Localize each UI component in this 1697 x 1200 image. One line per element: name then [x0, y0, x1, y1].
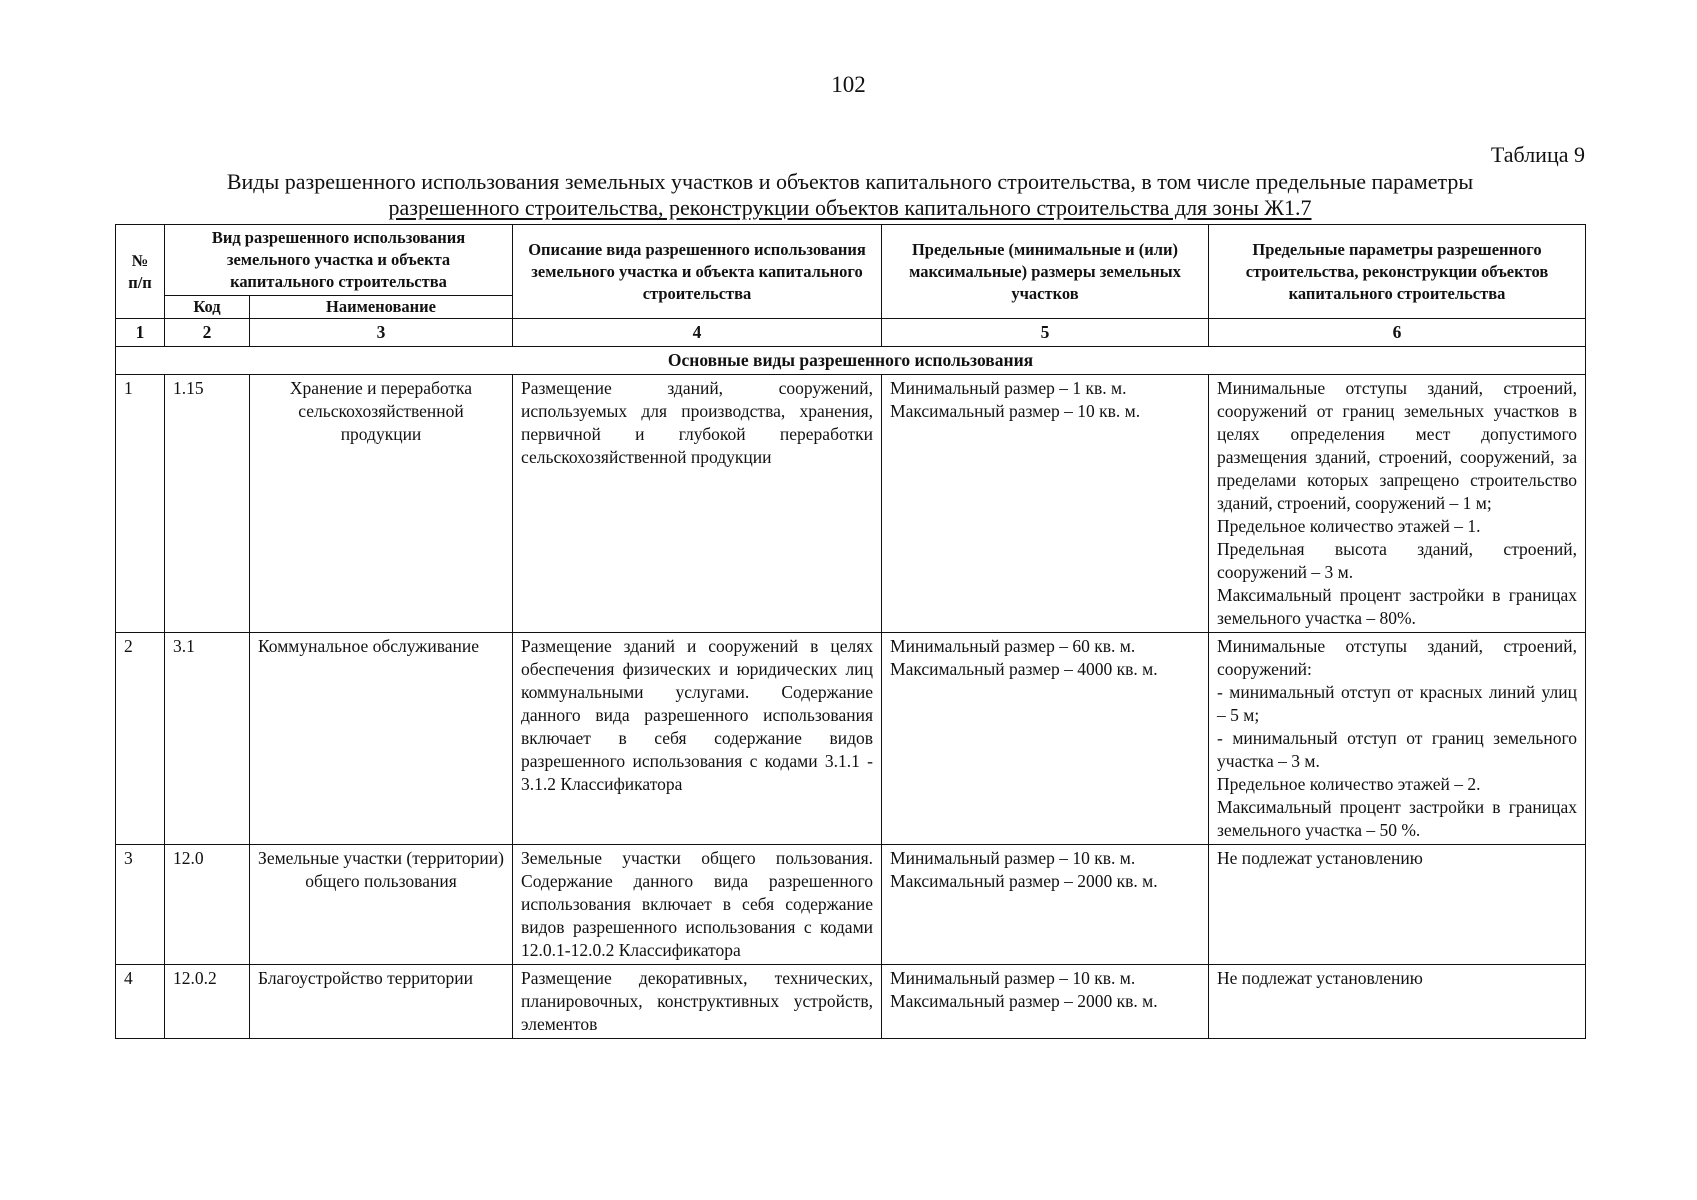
param-item: Максимальный процент застройки в границах земельного участка – 80%. — [1217, 585, 1578, 628]
param-item: Предельное количество этажей – 1. — [1217, 516, 1481, 536]
row-name: Благоустройство территории — [250, 965, 513, 1039]
table-row — [116, 965, 1586, 1039]
size-max: Максимальный размер – 2000 кв. м. — [890, 871, 1158, 891]
table-title-line-1: Виды разрешенного использования земельных участков и объектов капитального строительства, в том числе предельные параметры — [226, 169, 1474, 194]
row-code: 12.0 — [165, 845, 250, 965]
land-use-table — [115, 224, 1586, 1039]
column-number: 6 — [1209, 319, 1586, 347]
table-row — [116, 375, 1586, 633]
header-vid: Вид разрешенного использования земельного участка и объекта капитального строительства — [165, 225, 513, 296]
size-max: Максимальный размер – 2000 кв. м. — [890, 991, 1158, 1011]
header-name: Наименование — [250, 296, 513, 319]
column-number: 2 — [165, 319, 250, 347]
param-item: Максимальный процент застройки в границах земельного участка – 50 %. — [1217, 797, 1578, 840]
table-row — [116, 633, 1586, 845]
column-numbers-row — [116, 319, 1586, 347]
header-params: Предельные параметры разрешенного строительства, реконструкции объектов капитального строительства — [1209, 225, 1586, 319]
row-number: 3 — [116, 845, 165, 965]
column-number: 5 — [882, 319, 1209, 347]
row-number: 1 — [116, 375, 165, 633]
row-params — [1209, 633, 1586, 845]
header-num: № п/п — [116, 225, 165, 319]
row-code: 3.1 — [165, 633, 250, 845]
size-max: Максимальный размер – 10 кв. м. — [890, 401, 1141, 421]
row-name: Коммунальное обслуживание — [250, 633, 513, 845]
row-description: Размещение декоративных, технических, планировочных, конструктивных устройств, элементов — [513, 965, 882, 1039]
size-min: Минимальный размер – 1 кв. м. — [890, 378, 1127, 398]
row-size — [882, 845, 1209, 965]
table-title-line-2: разрешенного строительства, реконструкции объектов капитального строительства для зоны Ж1.7 — [388, 195, 1312, 220]
size-min: Минимальный размер – 60 кв. м. — [890, 636, 1136, 656]
param-item: Не подлежат установлению — [1217, 968, 1423, 988]
column-number: 3 — [250, 319, 513, 347]
size-max: Максимальный размер – 4000 кв. м. — [890, 659, 1158, 679]
header-size: Предельные (минимальные и (или) максимальные) размеры земельных участков — [882, 225, 1209, 319]
row-params — [1209, 375, 1586, 633]
param-item: Минимальные отступы зданий, строений, сооружений: — [1217, 636, 1578, 679]
column-number: 1 — [116, 319, 165, 347]
size-min: Минимальный размер – 10 кв. м. — [890, 968, 1136, 988]
row-size — [882, 965, 1209, 1039]
row-size — [882, 375, 1209, 633]
row-number: 4 — [116, 965, 165, 1039]
header-code: Код — [165, 296, 250, 319]
row-name: Земельные участки (территории) общего пользования — [250, 845, 513, 965]
section-row — [116, 347, 1586, 375]
param-item: Минимальные отступы зданий, строений, сооружений от границ земельных участков в целях определения мест допустимого размещения зданий, строений, сооружений, за пределами которых запрещено строительство зданий, строений, сооружений – 1 м; — [1217, 378, 1578, 513]
row-name: Хранение и переработка сельскохозяйственной продукции — [250, 375, 513, 633]
header-row — [116, 225, 1586, 296]
row-params — [1209, 965, 1586, 1039]
param-item: Предельная высота зданий, строений, сооружений – 3 м. — [1217, 539, 1578, 582]
size-min: Минимальный размер – 10 кв. м. — [890, 848, 1136, 868]
param-item: - минимальный отступ от красных линий улиц – 5 м; — [1217, 682, 1578, 725]
table-title — [115, 169, 1585, 221]
row-description: Размещение зданий и сооружений в целях обеспечения физических и юридических лиц коммунальными услугами. Содержание данного вида разрешенного использования включает в себя содержание видов разрешенного использования с кодами 3.1.1 - 3.1.2 Классификатора — [513, 633, 882, 845]
column-number: 4 — [513, 319, 882, 347]
row-code: 1.15 — [165, 375, 250, 633]
table-label: Таблица 9 — [1490, 142, 1585, 167]
header-description: Описание вида разрешенного использования земельного участка и объекта капитального строительства — [513, 225, 882, 319]
row-description: Размещение зданий, сооружений, используемых для производства, хранения, первичной и глубокой переработки сельскохозяйственной продукции — [513, 375, 882, 633]
param-item: - минимальный отступ от границ земельного участка – 3 м. — [1217, 728, 1578, 771]
param-item: Предельное количество этажей – 2. — [1217, 774, 1481, 794]
page-number: 102 — [831, 72, 866, 97]
section-title: Основные виды разрешенного использования — [116, 347, 1586, 375]
table-row — [116, 845, 1586, 965]
row-params — [1209, 845, 1586, 965]
row-code: 12.0.2 — [165, 965, 250, 1039]
row-size — [882, 633, 1209, 845]
row-number: 2 — [116, 633, 165, 845]
row-description: Земельные участки общего пользования. Содержание данного вида разрешенного использования включает в себя содержание видов разрешенного использования с кодами 12.0.1-12.0.2 Классификатора — [513, 845, 882, 965]
param-item: Не подлежат установлению — [1217, 848, 1423, 868]
